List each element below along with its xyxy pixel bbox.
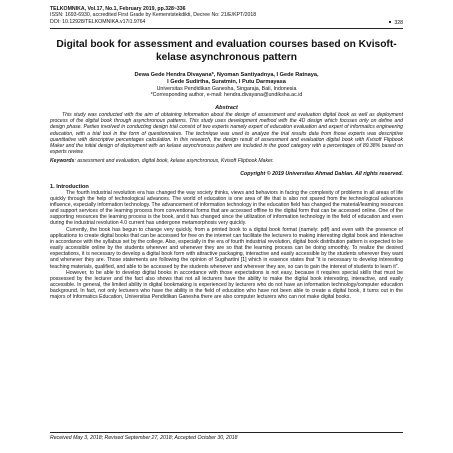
received-dates: Received May 3, 2018; Revised September 27, 2018; Accepted October 30, 2018 [50,435,238,441]
keywords-text: : assessment and evaluation, digital book, kelase asynchronous, Kvisoft Flipbook Maker. [74,158,274,165]
footer-divider [50,432,403,433]
journal-header [50,6,403,29]
authors-line-2: I Gede Sudirtha, Suratmin, I Putu Darmayasa [167,78,286,85]
corresponding-author: *Corresponding author, e-mail: hendra.divayana@undiksha.ac.id [150,91,303,98]
doi-row [50,19,403,26]
keywords-label: Keywords [50,158,75,165]
abstract-heading: Abstract [215,105,238,112]
section-heading-introduction: 1. Introduction [50,183,89,190]
copyright-notice: Copyright © 2019 Universitas Ahmad Dahlan. All rights reserved. [240,170,403,177]
issn-line: ISSN: 1693-6930, accredited First Grade by Kemenristekdikti, Decree No: 21/E/KPT/2018 [50,12,257,19]
abstract-text: This study was conducted with the aim of obtaining information about the design of assessment and evaluation digital book as well as deployment process of the digital book through asynchronous patterns. This study uses development method with the 4D design which focuses only on define and design phase. Parties involved in conducting design trial consist of two experts namely expert of education evaluation and expert of informatics engineering education, with a trial tool in the form of questionnaires. The technique was used to analyze the trial results data from those experts was descriptive quantitative with descriptive percentages calculation. In this research, the design result of assessment and evaluation digital book with Kvisoft Flipbook Maker and the initial design of deployment with an kelase asynchronous pattern are included in the good category with a percentages of 89.38% based on experts review. [50,112,403,156]
affiliation: Universitas Pendidikan Ganesha, Singaraja, Bali, Indonesia [156,85,297,92]
body-paragraph: However, to be able to develop digital books in accordance with those expectations is not easy, because it requires special skills that must be possessed by the lecturer and the fact also shows that not all lecturers have the ability to make the digital book interesting, interactive, and easily accessible. In general, the limited ability in digital bookmaking is experienced by lecturers who do not have an information technology/computer education background. In fact, not only lecturers who have the ability in the field of education who have not been able to create a digital book, it turns out in the majors of Informatics Education, Universitas Pendidikan Ganesha there are also computer lecturers who can not make digital books. [50,269,403,301]
paper-title: Digital book for assessment and evaluation courses based on Kvisoft-kelase asynchronous pattern [56,39,397,63]
journal-citation: TELKOMNIKA, Vol.17, No.1, February 2019, pp.328~336 [50,6,186,12]
authors-line-1: Dewa Gede Hendra Divayana*, Nyoman Santiyadnya, I Gede Ratnaya, [134,72,319,79]
page-number: ■ 328 [389,19,403,26]
doi-link[interactable]: DOI: 10.12928/TELKOMNIKA.v17i1.9764 [50,18,146,25]
header-divider [50,28,403,29]
body-paragraph: Currently, the book has begun to change very quickly, from a printed book to a digital book format (namely: pdf) and even with the presence of applications to create digital books that can be accessed for free on the internet can facilitate the lecturers to making interesting digital book and interactive in accordance with the syllabus set by the college. Also, especially in the era of fourth industrial revolution, digital book distribution pattern is expected to be easily accessible online by the students wherever and whenever they are so that the learning process can be doing smoothly. To realize the desired expectations, it is necessary to develop a digital book form with attractive packaging, interactive and easily accessible by the students wherever they want and whenever they are. Those statements are following the opinion of Sugihartini [1] which in essence states that “it is necessary to develop interesting teaching materials, qualified, and able to be accessed by the students whenever and wherever they are, so can to gain the interest of students to learn it”. [50,226,403,270]
keywords [50,158,403,164]
body-paragraph: The fourth industrial revolution era has changed the way society thinks, views and behaviors in facing the complexity of problems in all areas of life quickly through the help of technological advances. The world of education is one area of life that is also not spared from the technological advances influence, especially information technology. The advancement of information technology in the education field has changed the material/learning resources and support services of the learning process from conventional forms that are accessed offline to the digital form that can be accessed online. One of the supporting resources the learning process is the book, and it has changed since the utilization of information technology in the field of education and even during the industrial revolution 4.0 current has undergone metamorphosis very quickly. [50,189,404,227]
